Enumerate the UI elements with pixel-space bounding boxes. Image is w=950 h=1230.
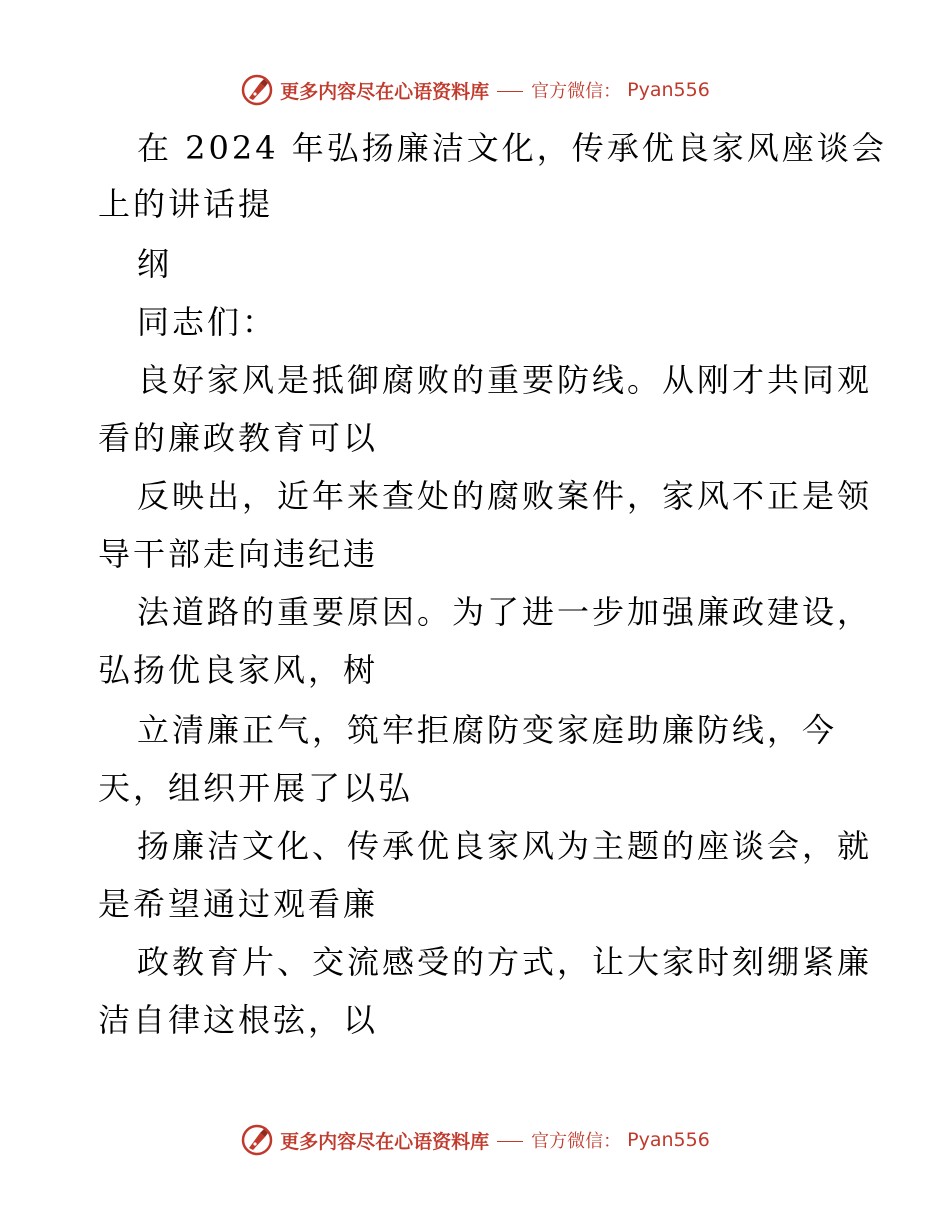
doc-title-line: 在 2024 年弘扬廉洁文化，传承优良家风座谈会 [137, 129, 887, 167]
watermark-brand: 更多内容尽在心语资料库 [280, 80, 490, 103]
doc-title-line: 纲 [137, 245, 173, 283]
pen-nib-logo-icon [240, 1123, 274, 1157]
paragraph-line: 良好家风是抵御腐败的重要防线。从刚才共同观 [137, 361, 873, 399]
paragraph-line: 导干部走向违纪违 [98, 535, 379, 573]
watermark-wechat-id: Pyan556 [627, 79, 710, 101]
pen-nib-logo-icon [240, 73, 274, 107]
paragraph-line: 弘扬优良家风，树 [98, 651, 379, 689]
salutation: 同志们： [137, 303, 278, 341]
watermark-wechat-id: Pyan556 [627, 1129, 710, 1151]
paragraph-line: 是希望通过观看廉 [98, 885, 379, 923]
paragraph-line: 看的廉政教育可以 [98, 419, 379, 457]
paragraph-line: 洁自律这根弦，以 [98, 1001, 379, 1039]
footer-watermark [0, 1120, 950, 1160]
paragraph-line: 立清廉正气，筑牢拒腐防变家庭助廉防线，今 [137, 711, 838, 749]
watermark-separator [497, 1141, 523, 1142]
watermark-wechat-label: 官方微信： [531, 81, 622, 102]
watermark-separator [497, 91, 523, 92]
paragraph-line: 反映出，近年来查处的腐败案件，家风不正是领 [137, 477, 873, 515]
paragraph-line: 扬廉洁文化、传承优良家风为主题的座谈会，就 [137, 827, 873, 865]
watermark-wechat-label: 官方微信： [531, 1131, 622, 1152]
doc-title-line: 上的讲话提 [98, 185, 274, 223]
paragraph-line: 政教育片、交流感受的方式，让大家时刻绷紧廉 [137, 943, 873, 981]
header-watermark [0, 70, 950, 110]
paragraph-line: 天，组织开展了以弘 [98, 769, 414, 807]
paragraph-line: 法道路的重要原因。为了进一步加强廉政建设， [137, 593, 873, 631]
watermark-brand: 更多内容尽在心语资料库 [280, 1130, 490, 1153]
